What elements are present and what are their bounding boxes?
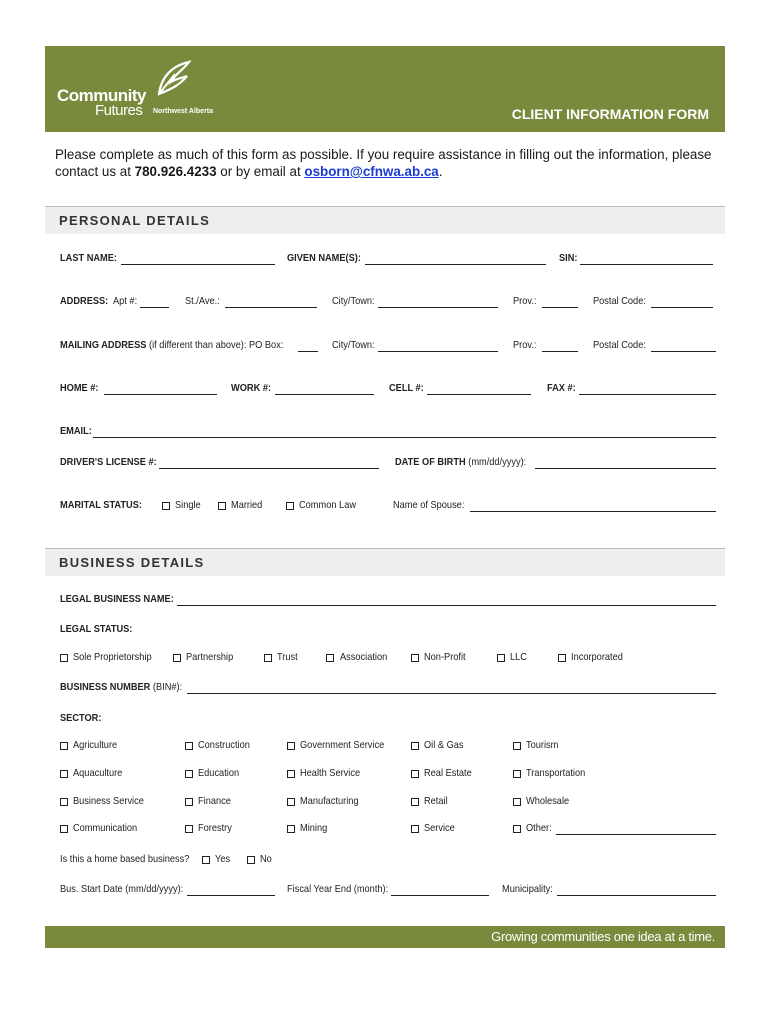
trust-checkbox[interactable] xyxy=(264,654,272,662)
government-service-label: Government Service xyxy=(300,739,385,751)
drivers-license-field[interactable] xyxy=(159,468,379,469)
education-label: Education xyxy=(198,767,240,779)
mailing-postal-code-field[interactable] xyxy=(651,351,716,352)
transportation-label: Transportation xyxy=(526,767,586,779)
sector-label: SECTOR: xyxy=(60,712,102,724)
apt-field[interactable] xyxy=(140,307,169,308)
business-number-title: BUSINESS NUMBER xyxy=(60,681,151,693)
dob-format: (mm/dd/yyyy): xyxy=(465,456,527,468)
form-title: CLIENT INFORMATION FORM xyxy=(511,106,709,122)
communication-label: Communication xyxy=(73,822,138,834)
single-checkbox[interactable] xyxy=(162,502,170,510)
home-based-label: Is this a home based business? xyxy=(60,853,190,865)
oil-gas-checkbox[interactable] xyxy=(411,742,419,750)
business-service-checkbox[interactable] xyxy=(60,798,68,806)
partnership-checkbox[interactable] xyxy=(173,654,181,662)
start-date-label: Bus. Start Date (mm/dd/yyyy): xyxy=(60,883,184,895)
phone-number: 780.926.4233 xyxy=(134,164,217,179)
work-phone-label: WORK #: xyxy=(231,382,272,394)
municipality-field[interactable] xyxy=(557,895,716,896)
postal-code-field[interactable] xyxy=(651,307,713,308)
start-date-field[interactable] xyxy=(187,895,275,896)
legal-status-label: LEGAL STATUS: xyxy=(60,623,133,635)
education-checkbox[interactable] xyxy=(185,770,193,778)
last-name-field[interactable] xyxy=(121,264,275,265)
fax-label: FAX #: xyxy=(547,382,576,394)
form-header xyxy=(45,46,725,132)
dob-field[interactable] xyxy=(535,468,716,469)
mailing-address-title: MAILING ADDRESS xyxy=(60,339,147,351)
po-box-label: PO Box: xyxy=(246,339,284,351)
retail-label: Retail xyxy=(424,795,448,807)
other-label: Other: xyxy=(526,822,552,834)
tourism-checkbox[interactable] xyxy=(513,742,521,750)
prov-label: Prov.: xyxy=(513,295,537,307)
drivers-license-label: DRIVER'S LICENSE #: xyxy=(60,456,157,468)
marital-status-label: MARITAL STATUS: xyxy=(60,499,142,511)
mailing-prov-label: Prov.: xyxy=(513,339,537,351)
health-service-checkbox[interactable] xyxy=(287,770,295,778)
mailing-address-note: (if different than above): xyxy=(146,339,247,351)
legal-business-name-field[interactable] xyxy=(177,605,716,606)
po-box-field[interactable] xyxy=(298,351,318,352)
dob-title: DATE OF BIRTH xyxy=(395,456,466,468)
personal-details-heading: PERSONAL DETAILS xyxy=(59,213,211,228)
manufacturing-label: Manufacturing xyxy=(300,795,359,807)
leaf-icon xyxy=(153,60,193,96)
community-futures-logo xyxy=(57,60,227,124)
married-checkbox[interactable] xyxy=(218,502,226,510)
other-field[interactable] xyxy=(556,834,716,835)
sin-field[interactable] xyxy=(580,264,713,265)
service-checkbox[interactable] xyxy=(411,825,419,833)
email-label: EMAIL: xyxy=(60,425,92,437)
association-checkbox[interactable] xyxy=(326,654,334,662)
logo-text-community: Community xyxy=(57,86,146,105)
non-profit-checkbox[interactable] xyxy=(411,654,419,662)
construction-checkbox[interactable] xyxy=(185,742,193,750)
aquaculture-label: Aquaculture xyxy=(73,767,123,779)
business-service-label: Business Service xyxy=(73,795,144,807)
intro-paragraph xyxy=(55,146,725,180)
llc-label: LLC xyxy=(510,651,527,663)
business-number-field[interactable] xyxy=(187,693,716,694)
spouse-label: Name of Spouse: xyxy=(393,499,465,511)
incorporated-label: Incorporated xyxy=(571,651,623,663)
incorporated-checkbox[interactable] xyxy=(558,654,566,662)
association-label: Association xyxy=(340,651,388,663)
forestry-checkbox[interactable] xyxy=(185,825,193,833)
fax-field[interactable] xyxy=(579,394,716,395)
service-label: Service xyxy=(424,822,455,834)
oil-gas-label: Oil & Gas xyxy=(424,739,464,751)
fiscal-year-label: Fiscal Year End (month): xyxy=(287,883,389,895)
city-town-field[interactable] xyxy=(378,307,498,308)
common-law-checkbox[interactable] xyxy=(286,502,294,510)
mailing-city-town-field[interactable] xyxy=(378,351,498,352)
single-label: Single xyxy=(175,499,201,511)
real-estate-checkbox[interactable] xyxy=(411,770,419,778)
home-based-yes-label: Yes xyxy=(215,853,231,865)
st-ave-field[interactable] xyxy=(225,307,317,308)
manufacturing-checkbox[interactable] xyxy=(287,798,295,806)
llc-checkbox[interactable] xyxy=(497,654,505,662)
st-ave-label: St./Ave.: xyxy=(185,295,220,307)
finance-checkbox[interactable] xyxy=(185,798,193,806)
mailing-prov-field[interactable] xyxy=(542,351,578,352)
other-checkbox[interactable] xyxy=(513,825,521,833)
finance-label: Finance xyxy=(198,795,231,807)
mailing-postal-code-label: Postal Code: xyxy=(593,339,646,351)
city-town-label: City/Town: xyxy=(332,295,375,307)
municipality-label: Municipality: xyxy=(502,883,553,895)
logo-text-futures: Futures xyxy=(95,102,143,119)
trust-label: Trust xyxy=(277,651,298,663)
construction-label: Construction xyxy=(198,739,250,751)
home-based-yes-checkbox[interactable] xyxy=(202,856,210,864)
business-details-heading: BUSINESS DETAILS xyxy=(59,555,205,570)
footer-bar xyxy=(45,926,725,948)
last-name-label: LAST NAME: xyxy=(60,252,117,264)
sole-proprietorship-label: Sole Proprietorship xyxy=(73,651,152,663)
aquaculture-checkbox[interactable] xyxy=(60,770,68,778)
work-phone-field[interactable] xyxy=(275,394,374,395)
partnership-label: Partnership xyxy=(186,651,234,663)
tourism-label: Tourism xyxy=(526,739,559,751)
prov-field[interactable] xyxy=(542,307,578,308)
sole-proprietorship-checkbox[interactable] xyxy=(60,654,68,662)
intro-text-1: Please complete as much of this form as possible. If you require assistance in filling out the information, please contact us at xyxy=(55,147,712,179)
logo-text-region: Northwest Alberta xyxy=(153,108,214,115)
cell-phone-field[interactable] xyxy=(427,394,531,395)
agriculture-label: Agriculture xyxy=(73,739,118,751)
mailing-city-town-label: City/Town: xyxy=(332,339,375,351)
personal-details-heading-bar xyxy=(45,206,725,234)
dob-label xyxy=(395,456,526,468)
home-phone-field[interactable] xyxy=(104,394,217,395)
retail-checkbox[interactable] xyxy=(411,798,419,806)
legal-business-name-label: LEGAL BUSINESS NAME: xyxy=(60,593,174,605)
non-profit-label: Non-Profit xyxy=(424,651,466,663)
wholesale-checkbox[interactable] xyxy=(513,798,521,806)
forestry-label: Forestry xyxy=(198,822,232,834)
intro-text-3: . xyxy=(438,164,443,179)
business-number-label xyxy=(60,681,182,693)
business-details-heading-bar xyxy=(45,548,725,576)
wholesale-label: Wholesale xyxy=(526,795,570,807)
real-estate-label: Real Estate xyxy=(424,767,472,779)
apt-label: Apt #: xyxy=(113,295,138,307)
email-link[interactable]: osborn@cfnwa.ab.ca xyxy=(304,164,439,179)
health-service-label: Health Service xyxy=(300,767,361,779)
postal-code-label: Postal Code: xyxy=(593,295,646,307)
cell-phone-label: CELL #: xyxy=(389,382,424,394)
business-number-note: (BIN#): xyxy=(150,681,183,693)
intro-text-2: or by email at xyxy=(216,164,305,179)
mailing-address-label xyxy=(60,339,283,351)
agriculture-checkbox[interactable] xyxy=(60,742,68,750)
footer-tagline: Growing communities one idea at a time. xyxy=(491,929,715,944)
address-label: ADDRESS: xyxy=(60,295,109,307)
fiscal-year-field[interactable] xyxy=(391,895,489,896)
sin-label: SIN: xyxy=(559,252,578,264)
common-law-label: Common Law xyxy=(299,499,357,511)
home-based-no-checkbox[interactable] xyxy=(247,856,255,864)
given-names-label: GIVEN NAME(S): xyxy=(287,252,361,264)
email-field[interactable] xyxy=(93,437,716,438)
home-phone-label: HOME #: xyxy=(60,382,99,394)
spouse-field[interactable] xyxy=(470,511,716,512)
given-names-field[interactable] xyxy=(365,264,546,265)
mining-checkbox[interactable] xyxy=(287,825,295,833)
mining-label: Mining xyxy=(300,822,328,834)
transportation-checkbox[interactable] xyxy=(513,770,521,778)
government-service-checkbox[interactable] xyxy=(287,742,295,750)
communication-checkbox[interactable] xyxy=(60,825,68,833)
home-based-no-label: No xyxy=(260,853,272,865)
married-label: Married xyxy=(231,499,263,511)
